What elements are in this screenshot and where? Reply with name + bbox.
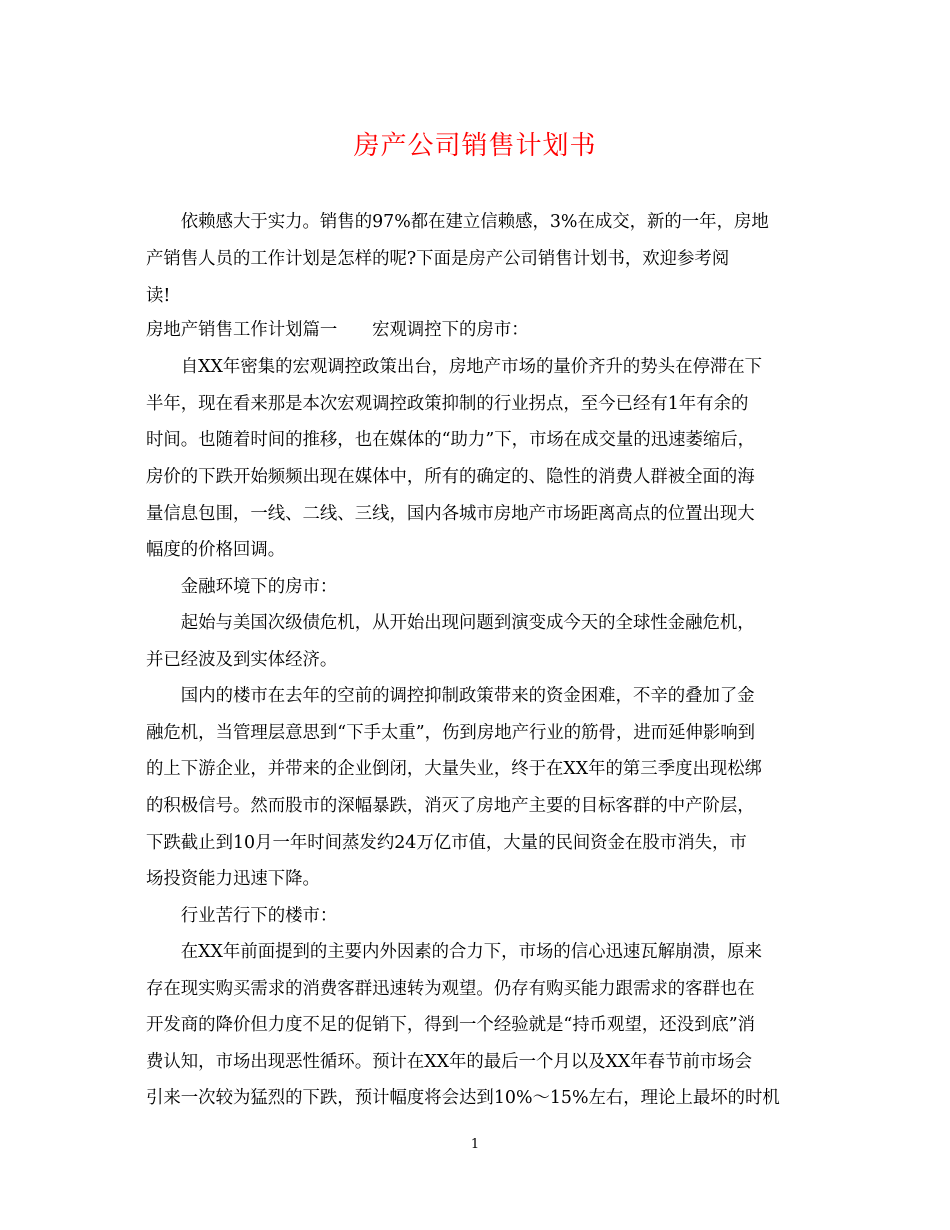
body-line: 融危机，当管理层意思到“下手太重”，伤到房地产行业的筋骨，进而延伸影响到	[146, 723, 756, 743]
body-line: 依赖感大于实力。销售的97%都在建立信赖感，3%在成交，新的一年，房地	[146, 212, 769, 232]
body-line: 下跌截止到10月一年时间蒸发约24万亿市值，大量的民间资金在股市消失，市	[146, 833, 747, 853]
body-line: 并已经波及到实体经济。	[146, 650, 338, 670]
section-heading: 金融环境下的房市：	[146, 577, 338, 597]
body-line: 的积极信号。然而股市的深幅暴跌，消灭了房地产主要的目标客群的中产阶层，	[146, 796, 755, 816]
body-line: 在XX年前面提到的主要内外因素的合力下，市场的信心迅速瓦解崩溃，原来	[146, 942, 763, 962]
body-line: 费认知，市场出现恶性循环。预计在XX年的最后一个月以及XX年春节前市场会	[146, 1052, 753, 1072]
body-line: 时间。也随着时间的推移，也在媒体的“助力”下，市场在成交量的迅速萎缩后，	[146, 430, 756, 450]
body-line: 幅度的价格回调。	[146, 540, 286, 560]
body-line: 产销售人员的工作计划是怎样的呢?下面是房产公司销售计划书，欢迎参考阅	[146, 249, 730, 269]
body-line: 国内的楼市在去年的空前的调控抑制政策带来的资金困难，不辛的叠加了金	[146, 686, 755, 706]
document-title: 房产公司销售计划书	[353, 131, 597, 161]
body-line: 存在现实购买需求的消费客群迅速转为观望。仍存有购买能力跟需求的客群也在	[146, 979, 755, 999]
body-line: 自XX年密集的宏观调控政策出台，房地产市场的量价齐升的势头在停滞在下	[146, 357, 763, 377]
body-line: 引来一次较为猛烈的下跌，预计幅度将会达到10%～15%左右，理论上最坏的时机	[146, 1088, 780, 1108]
body-line: 量信息包围，一线、二线、三线，国内各城市房地产市场距离高点的位置出现大	[146, 504, 755, 524]
body-line: 的上下游企业，并带来的企业倒闭，大量失业，终于在XX年的第三季度出现松绑	[146, 759, 763, 779]
body-line: 读!	[146, 286, 171, 306]
section-heading: 房地产销售工作计划篇一 宏观调控下的房市：	[146, 320, 529, 340]
body-line: 房价的下跌开始频频出现在媒体中，所有的确定的、隐性的消费人群被全面的海	[146, 467, 755, 487]
page-number: 1	[470, 1137, 480, 1152]
body-line: 场投资能力迅速下降。	[146, 869, 320, 889]
body-line: 起始与美国次级债危机，从开始出现问题到演变成今天的全球性金融危机，	[146, 613, 755, 633]
body-line: 开发商的降价但力度不足的促销下，得到一个经验就是“持币观望，还没到底”消	[146, 1015, 756, 1035]
body-line: 半年，现在看来那是本次宏观调控政策抑制的行业拐点，至今已经有1年有余的	[146, 394, 749, 414]
section-heading: 行业苦行下的楼市：	[146, 906, 338, 926]
